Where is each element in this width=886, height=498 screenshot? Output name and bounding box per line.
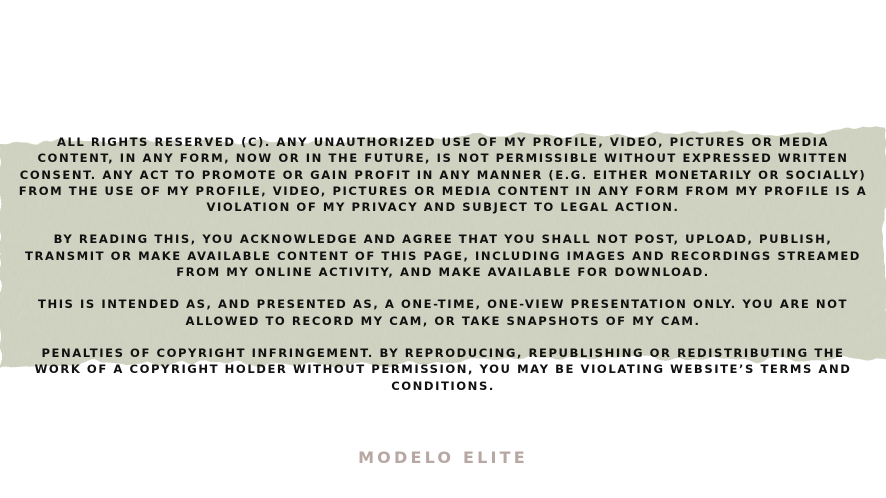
- notice-paragraph-presentation: THIS IS INTENDED AS, AND PRESENTED AS, A ONE-TIME, ONE-VIEW PRESENTATION ONLY. YOU ARE NOT ALLOWED TO RECORD MY CAM, OR TAKE SNAPSHOTS OF MY CAM.: [37, 297, 848, 328]
- brand-name: MODELO ELITE: [358, 448, 528, 467]
- notice-paragraph-agreement: BY READING THIS, YOU ACKNOWLEDGE AND AGREE THAT YOU SHALL NOT POST, UPLOAD, PUBLISH, TRANSMIT OR MAKE AVAILABLE CONTENT OF THIS PAGE, INCLUDING IMAGES AND RECORDINGS STREAMED FROM MY ONLINE ACTIVITY, AND MAKE AVAILABLE FOR DOWNLOAD.: [25, 232, 861, 280]
- copyright-notice: [16, 134, 870, 394]
- notice-paragraph-penalties: PENALTIES OF COPYRIGHT INFRINGEMENT. BY REPRODUCING, REPUBLISHING OR REDISTRIBUTING THE WORK OF A COPYRIGHT HOLDER WITHOUT PERMISSION, YOU MAY BE VIOLATING WEBSITE’S TERMS AND CONDITIONS.: [34, 345, 852, 393]
- notice-paragraph-rights: ALL RIGHTS RESERVED (C). ANY UNAUTHORIZED USE OF MY PROFILE, VIDEO, PICTURES OR MEDIA CONTENT, IN ANY FORM, NOW OR IN THE FUTURE, IS NOT PERMISSIBLE WITHOUT EXPRESSED WRITTEN CONSENT. ANY ACT TO PROMOTE OR GAIN PROFIT IN ANY MANNER (E.G. EITHER MONETARILY OR SOCIALLY) FROM THE USE OF MY PROFILE, VIDEO, PICTURES OR MEDIA CONTENT IN ANY FORM FROM MY PROFILE IS A VIOLATION OF MY PRIVACY AND SUBJECT TO LEGAL ACTION.: [18, 135, 868, 215]
